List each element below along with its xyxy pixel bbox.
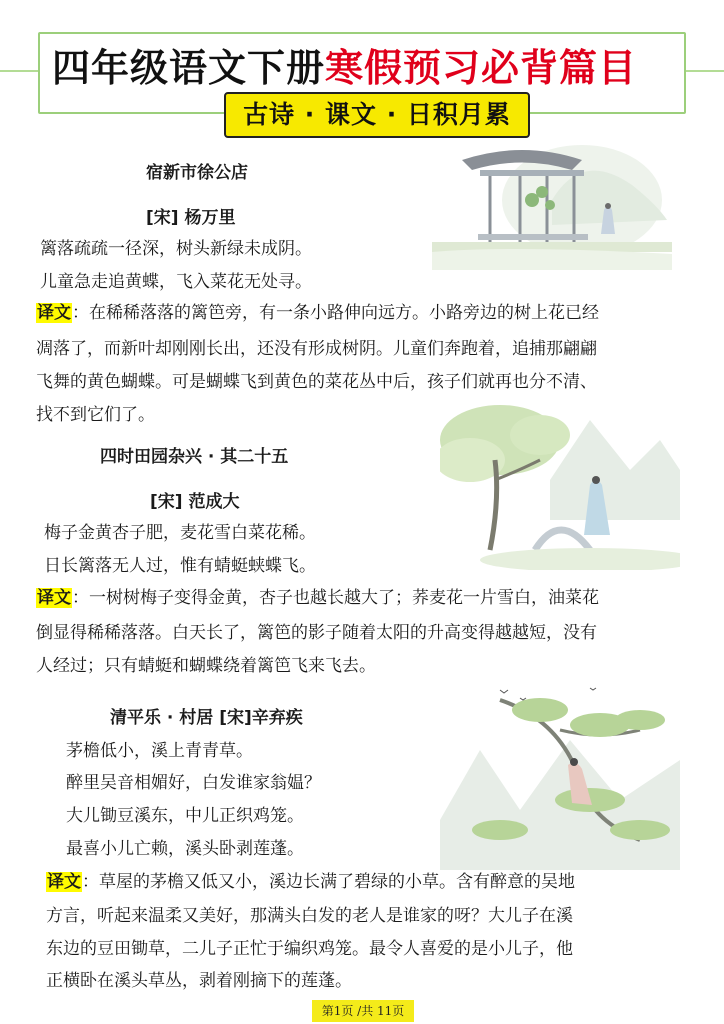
poem-1-translation-line-1: 译文：在稀稀落落的篱笆旁，有一条小路伸向远方。小路旁边的树上花已经 (37, 303, 599, 323)
page-number: 第1页 /共 11页 (312, 1000, 414, 1022)
poem-1-author: [宋] 杨万里 (146, 208, 236, 228)
poem-1-translation-line-4: 找不到它们了。 (36, 405, 155, 425)
poem-3-translation-line-1: 译文：草屋的茅檐又低又小，溪边长满了碧绿的小草。含有醉意的吴地 (47, 872, 575, 892)
poem-3-translation-line-3: 东边的豆田锄草，二儿子正忙于编织鸡笼。最令人喜爱的是小儿子，他 (46, 939, 573, 959)
poem-2-line-1: 梅子金黄杏子肥，麦花雪白菜花稀。 (44, 523, 316, 543)
tree-bridge-illustration (440, 400, 680, 570)
translation-label: 译文 (37, 588, 71, 608)
translation-label: 译文 (47, 872, 81, 892)
pavilion-illustration (432, 130, 672, 280)
poem-1-translation-line-2: 凋落了，而新叶却刚刚长出，还没有形成树阴。儿童们奔跑着，追捕那翩翩 (36, 339, 597, 359)
page-title (52, 40, 692, 96)
poem-1-line-2: 儿童急走追黄蝶，飞入菜花无处寻。 (40, 272, 312, 292)
poem-1-title: 宿新市徐公店 (146, 163, 248, 183)
translation-label: 译文 (37, 303, 71, 323)
poem-1-translation-line-3: 飞舞的黄色蝴蝶。可是蝴蝶飞到黄色的菜花丛中后，孩子们就再也分不清、 (36, 372, 597, 392)
poem-2-line-2: 日长篱落无人过，惟有蜻蜓蛱蝶飞。 (44, 556, 316, 576)
poem-2-title: 四时田园杂兴 · 其二十五 (100, 447, 289, 467)
poem-3-line-4: 最喜小儿亡赖，溪头卧剥莲蓬。 (66, 839, 304, 859)
poem-3-title: 清平乐 · 村居 [宋]辛弃疾 (110, 708, 303, 728)
poem-3-translation-line-2: 方言，听起来温柔又美好，那满头白发的老人是谁家的呀？大儿子在溪 (46, 906, 573, 926)
poem-2-translation-line-3: 人经过；只有蜻蜓和蝴蝶绕着篱笆飞来飞去。 (36, 656, 376, 676)
poem-2-author: [宋] 范成大 (150, 492, 240, 512)
poem-3-line-1: 茅檐低小，溪上青青草。 (66, 741, 253, 761)
page-title-part2: 寒假预习必背篇目 (325, 46, 638, 90)
poem-1-line-1: 篱落疏疏一径深，树头新绿未成阴。 (40, 239, 312, 259)
poem-2-translation-line-1: 译文：一树树梅子变得金黄，杏子也越长越大了；荞麦花一片雪白，油菜花 (37, 588, 599, 608)
poem-3-line-2: 醉里吴音相媚好，白发谁家翁媪？ (66, 773, 321, 793)
poem-3-line-3: 大儿锄豆溪东，中儿正织鸡笼。 (66, 806, 304, 826)
page-title-part1: 四年级语文下册 (52, 46, 326, 90)
subtitle-badge: 古诗 · 课文 · 日积月累 (224, 92, 530, 138)
poem-2-translation-line-2: 倒显得稀稀落落。白天长了，篱笆的影子随着太阳的升高变得越越短，没有 (36, 623, 597, 643)
pine-figure-illustration (440, 680, 680, 880)
poem-3-translation-line-4: 正横卧在溪头草丛，剥着刚摘下的莲蓬。 (46, 971, 352, 991)
